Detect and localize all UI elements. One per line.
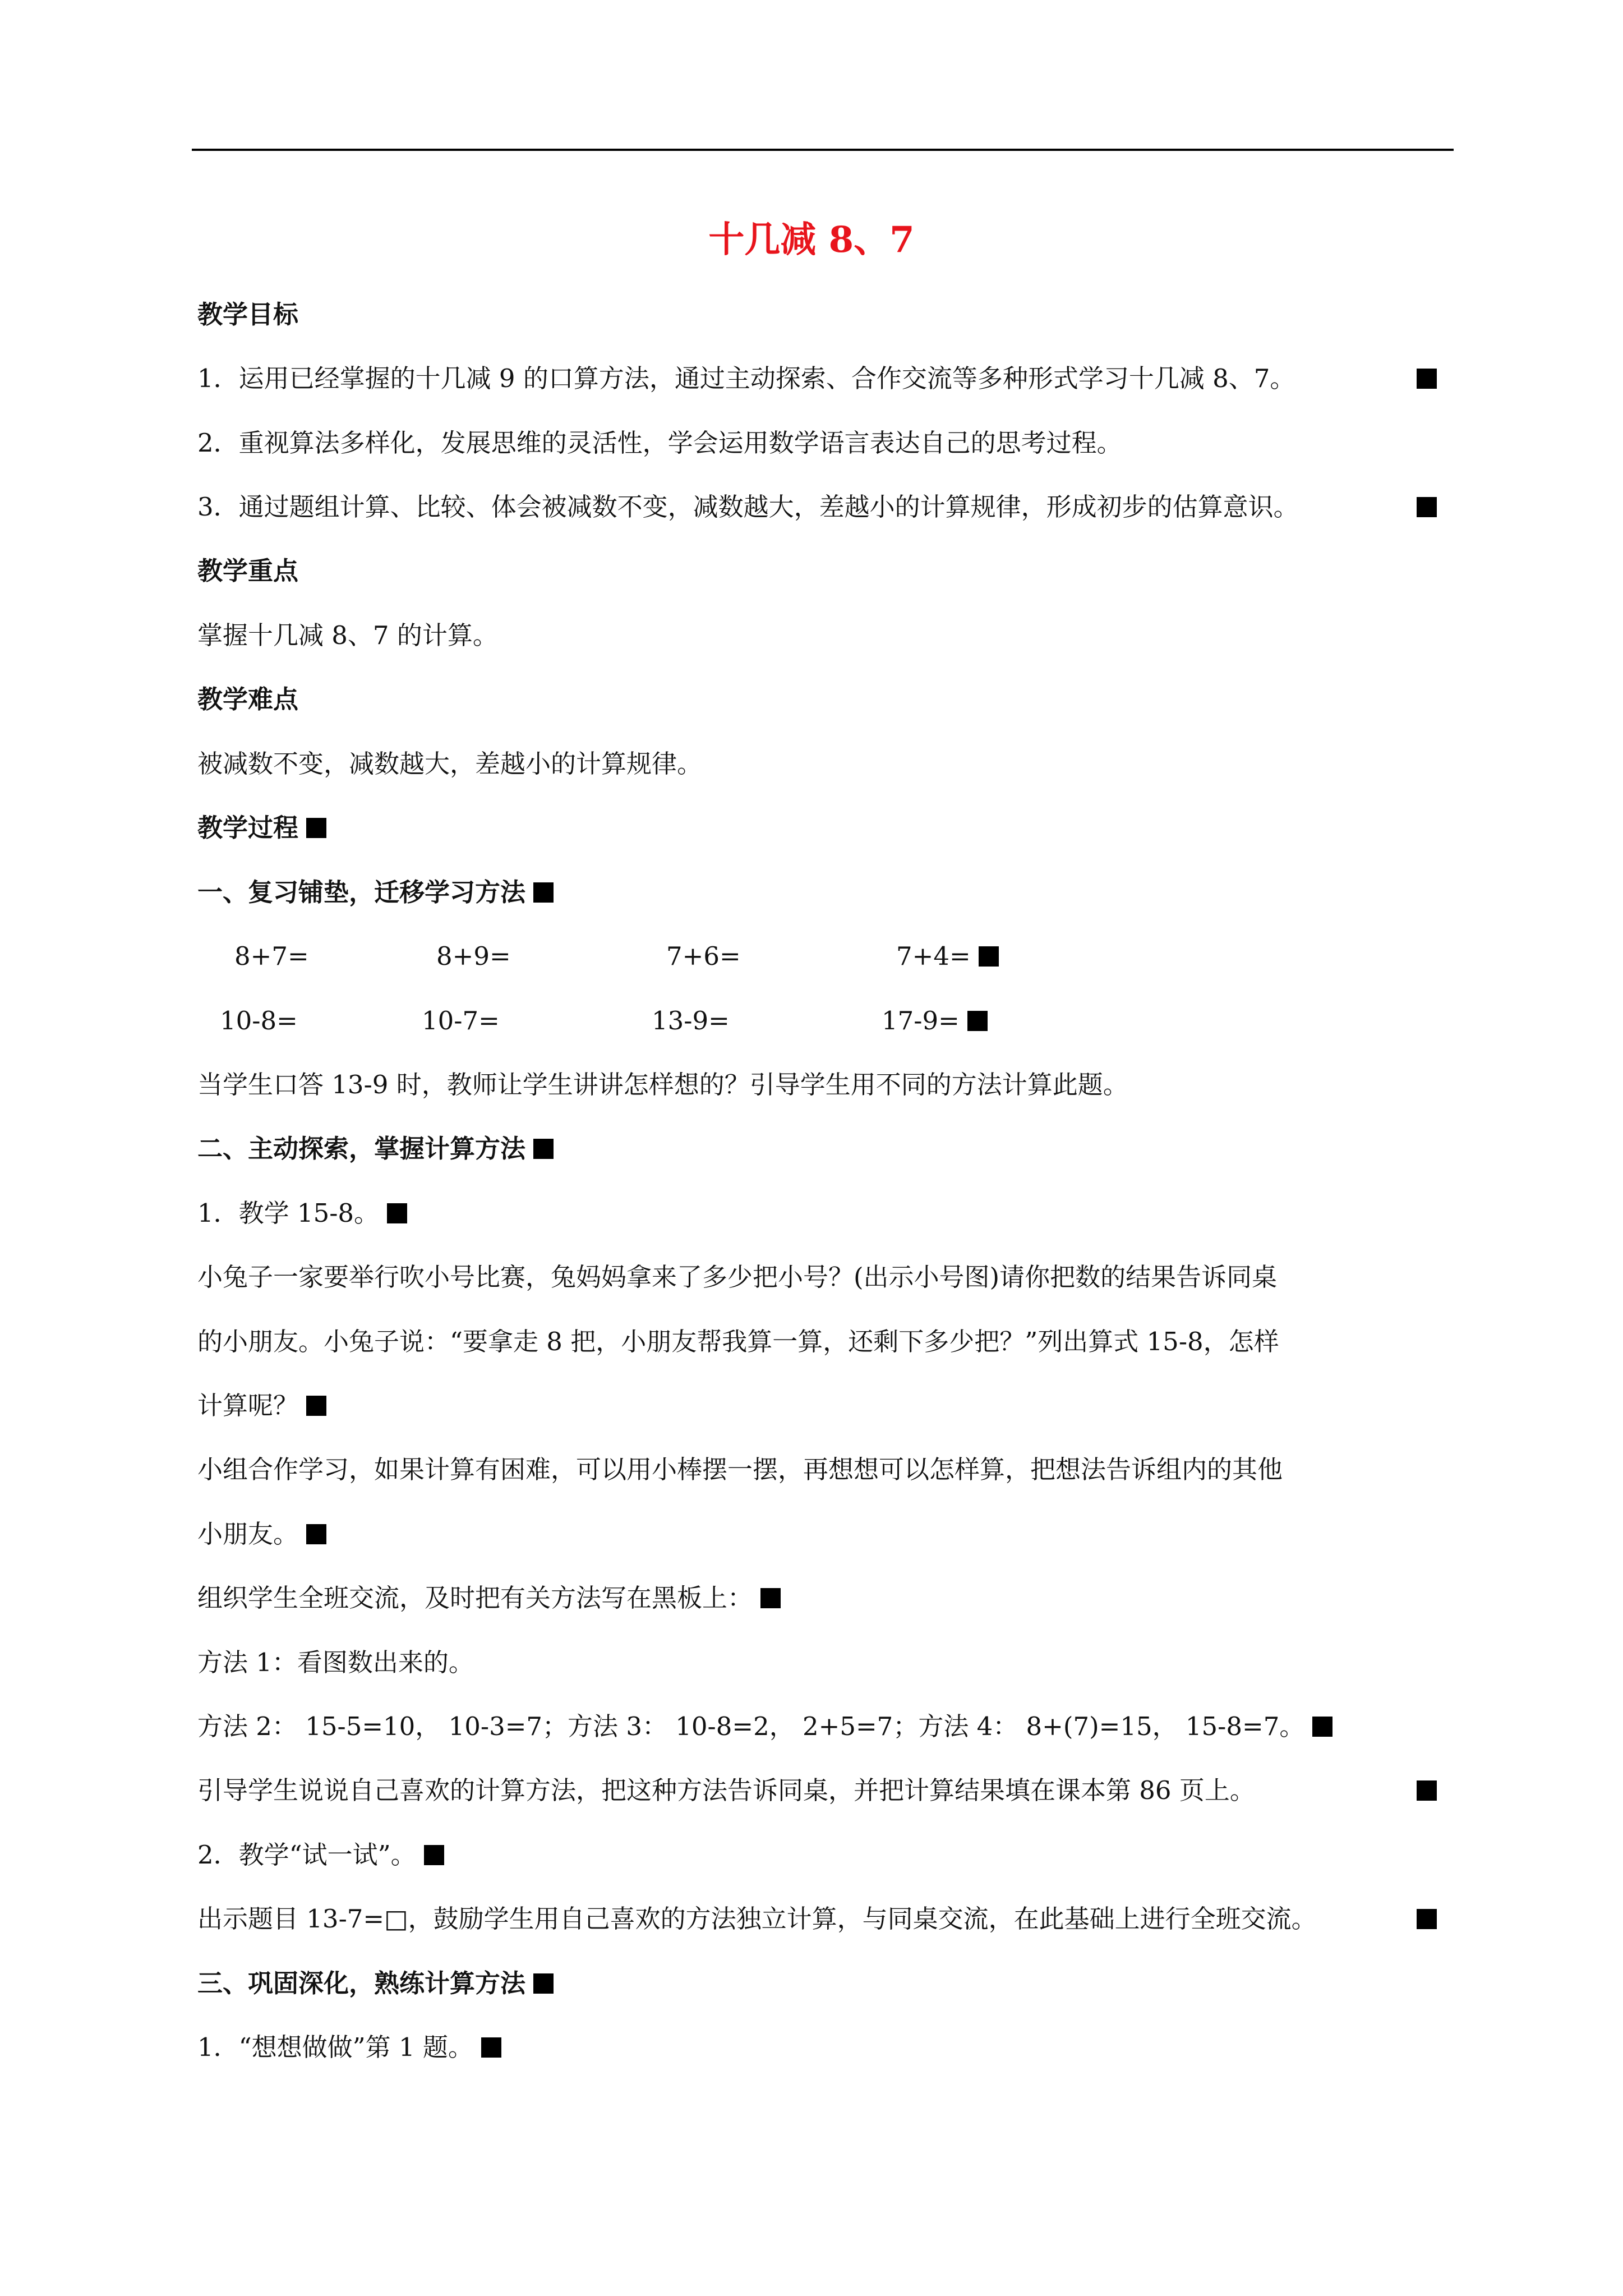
- black-square-icon: [1417, 369, 1437, 389]
- black-square-icon: [533, 1973, 554, 1994]
- page-title: 十几减 8、7: [708, 219, 915, 261]
- objective-1: 1．运用已经掌握的十几减 9 的口算方法，通过主动探索、合作交流等多种形式学习十几减 8、7。: [197, 359, 1448, 398]
- paragraph-line: 组织学生全班交流，及时把有关方法写在黑板上：: [197, 1579, 1448, 1618]
- exercise-cell: 13-9=: [652, 1006, 730, 1036]
- black-square-icon: [306, 1396, 326, 1416]
- paragraph-line: 引导学生说说自己喜欢的计算方法，把这种方法告诉同桌，并把计算结果填在课本第 86 页上。: [197, 1771, 1448, 1810]
- part3-heading: 三、巩固深化，熟练计算方法: [197, 1964, 1448, 2003]
- difficulty-heading: 教学难点: [197, 684, 299, 714]
- exercise-cell: 8+9=: [436, 941, 511, 971]
- key-text: 掌握十几减 8、7 的计算。: [197, 620, 498, 650]
- black-square-icon: [387, 1203, 407, 1223]
- practice-1: 1．“想想做做”第 1 题。: [197, 2028, 1448, 2067]
- paragraph-line: 小朋友。: [197, 1515, 1448, 1554]
- part1-note: 当学生口答 13-9 时，教师让学生讲讲怎样想的？引导学生用不同的方法计算此题。: [197, 1070, 1128, 1099]
- black-square-icon: [1417, 497, 1437, 517]
- method-2: 方法 2： 15-5=10， 10-3=7；方法 3： 10-8=2， 2+5=7；方法 4： 8+(7)=15， 15-8=7。: [197, 1707, 1448, 1746]
- black-square-icon: [481, 2037, 501, 2058]
- black-square-icon: [424, 1845, 444, 1865]
- exercise-cell: 7+6=: [666, 941, 741, 971]
- black-square-icon: [979, 946, 999, 967]
- paragraph-line: 计算呢？: [197, 1386, 1448, 1425]
- exercise-cell: 7+4=: [896, 937, 999, 976]
- method-1: 方法 1：看图数出来的。: [197, 1648, 474, 1677]
- objective-3: 3．通过题组计算、比较、体会被减数不变，减数越大，差越小的计算规律，形成初步的估算意识。: [197, 487, 1448, 527]
- exercise-cell: 17-9=: [882, 1001, 988, 1041]
- header-rule: [192, 149, 1454, 151]
- black-square-icon: [1417, 1780, 1437, 1801]
- exercise-cell: 10-8=: [220, 1006, 298, 1036]
- difficulty-text: 被减数不变，减数越大，差越小的计算规律。: [197, 749, 703, 779]
- black-square-icon: [306, 1524, 326, 1544]
- black-square-icon: [306, 818, 326, 838]
- black-square-icon: [967, 1011, 988, 1031]
- paragraph-line: 小兔子一家要举行吹小号比赛，兔妈妈拿来了多少把小号？(出示小号图)请你把数的结果告诉同桌: [197, 1262, 1278, 1292]
- black-square-icon: [760, 1588, 781, 1608]
- objective-2: 2．重视算法多样化，发展思维的灵活性，学会运用数学语言表达自己的思考过程。: [197, 428, 1122, 458]
- black-square-icon: [533, 1139, 554, 1159]
- paragraph-line: 出示题目 13-7=□，鼓励学生用自己喜欢的方法独立计算，与同桌交流，在此基础上进行全班交流。: [197, 1899, 1448, 1939]
- process-heading: 教学过程: [197, 808, 1448, 848]
- black-square-icon: [1312, 1717, 1332, 1737]
- objectives-heading: 教学目标: [197, 300, 299, 329]
- part1-heading: 一、复习铺垫，迁移学习方法: [197, 873, 1448, 912]
- exercise-cell: 8+7=: [234, 941, 309, 971]
- paragraph-line: 小组合作学习，如果计算有困难，可以用小棒摆一摆，再想想可以怎样算，把想法告诉组内的其他: [197, 1455, 1283, 1484]
- teach-1: 1．教学 15-8。: [197, 1194, 1448, 1233]
- exercise-cell: 10-7=: [422, 1006, 500, 1036]
- key-heading: 教学重点: [197, 556, 299, 586]
- part2-heading: 二、主动探索，掌握计算方法: [197, 1129, 1448, 1168]
- black-square-icon: [533, 882, 554, 903]
- paragraph-line: 的小朋友。小兔子说：“要拿走 8 把，小朋友帮我算一算，还剩下多少把？”列出算式 15-8，怎样: [197, 1327, 1279, 1356]
- black-square-icon: [1417, 1909, 1437, 1929]
- teach-2: 2．教学“试一试”。: [197, 1835, 1448, 1875]
